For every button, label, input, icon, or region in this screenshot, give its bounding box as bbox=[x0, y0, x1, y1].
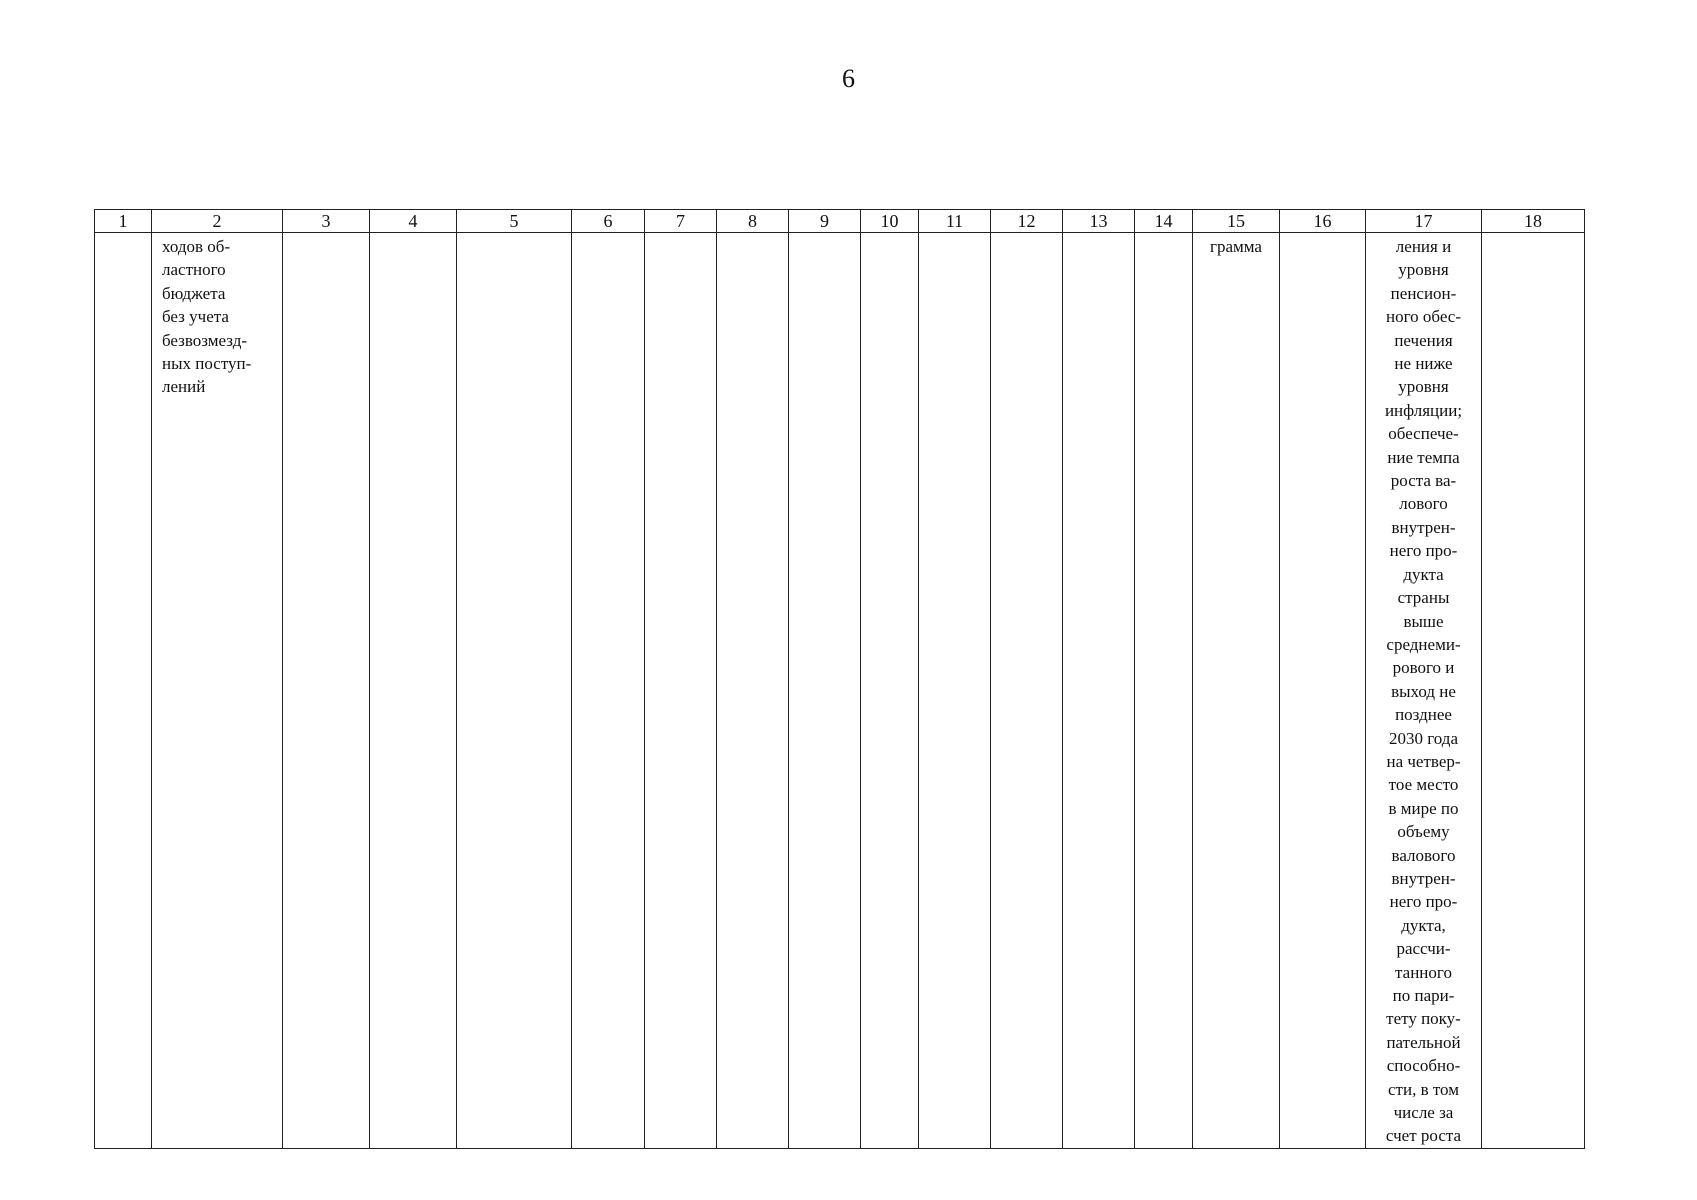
cell-line: роста ва- bbox=[1390, 471, 1457, 491]
cell-text-col-17 bbox=[1366, 233, 1481, 1148]
cell-col-10 bbox=[861, 233, 919, 1149]
cell-line: лений bbox=[162, 377, 206, 397]
cell-col-8 bbox=[717, 233, 789, 1149]
cell-line: тое место bbox=[1388, 775, 1459, 795]
cell-line: бюджета bbox=[162, 283, 226, 303]
cell-col-15 bbox=[1193, 233, 1280, 1149]
cell-line: него про- bbox=[1389, 892, 1458, 912]
cell-line: объему bbox=[1397, 822, 1450, 842]
column-number-4: 4 bbox=[370, 210, 457, 233]
column-number-8: 8 bbox=[717, 210, 789, 233]
cell-line: лового bbox=[1399, 494, 1448, 514]
cell-col-11 bbox=[919, 233, 991, 1149]
cell-col-4 bbox=[370, 233, 457, 1149]
cell-line: ных поступ- bbox=[162, 354, 252, 374]
cell-line: по пари- bbox=[1392, 986, 1455, 1005]
page-number: 6 bbox=[842, 64, 855, 93]
cell-col-16 bbox=[1280, 233, 1366, 1149]
cell-line: пенсион- bbox=[1390, 283, 1457, 303]
column-number-17: 17 bbox=[1366, 210, 1482, 233]
cell-col-7 bbox=[645, 233, 717, 1149]
cell-line: среднеми- bbox=[1386, 634, 1461, 654]
cell-line: ного обес- bbox=[1386, 307, 1461, 327]
cell-text-col-15 bbox=[1193, 233, 1279, 258]
cell-col-6 bbox=[572, 233, 645, 1149]
column-number-15: 15 bbox=[1193, 210, 1280, 233]
column-number-5: 5 bbox=[457, 210, 572, 233]
cell-line: ходов об- bbox=[162, 237, 231, 256]
cell-line: грамма bbox=[1210, 237, 1262, 256]
column-number-18: 18 bbox=[1482, 210, 1585, 233]
cell-col-12 bbox=[991, 233, 1063, 1149]
column-number-12: 12 bbox=[991, 210, 1063, 233]
cell-line: числе за bbox=[1393, 1103, 1454, 1123]
cell-line: дукта, bbox=[1401, 915, 1446, 935]
cell-line: не ниже bbox=[1394, 354, 1453, 374]
cell-col-18 bbox=[1482, 233, 1585, 1149]
cell-col-14 bbox=[1135, 233, 1193, 1149]
cell-line: счет роста bbox=[1385, 1126, 1462, 1146]
cell-line: на четвер- bbox=[1386, 751, 1461, 771]
cell-line: выше bbox=[1403, 611, 1444, 631]
cell-line: ние темпа bbox=[1387, 447, 1460, 467]
column-number-3: 3 bbox=[283, 210, 370, 233]
cell-col-3 bbox=[283, 233, 370, 1149]
cell-col-2 bbox=[152, 233, 283, 1149]
cell-line: него про- bbox=[1389, 541, 1458, 561]
column-number-1: 1 bbox=[95, 210, 152, 233]
cell-line: ления и bbox=[1395, 237, 1452, 256]
column-number-2: 2 bbox=[152, 210, 283, 233]
cell-line: уровня bbox=[1398, 260, 1449, 280]
column-number-11: 11 bbox=[919, 210, 991, 233]
cell-col-9 bbox=[789, 233, 861, 1149]
cell-line: танного bbox=[1395, 962, 1452, 982]
column-number-10: 10 bbox=[861, 210, 919, 233]
cell-line: дукта bbox=[1403, 564, 1444, 584]
column-number-row bbox=[95, 210, 1585, 233]
cell-line: валового bbox=[1391, 845, 1456, 865]
cell-line: безвозмезд- bbox=[162, 330, 248, 350]
cell-line: пательной bbox=[1386, 1032, 1461, 1052]
cell-line: уровня bbox=[1398, 377, 1449, 397]
column-number-9: 9 bbox=[789, 210, 861, 233]
cell-col-17 bbox=[1366, 233, 1482, 1149]
cell-col-13 bbox=[1063, 233, 1135, 1149]
cell-line: в мире по bbox=[1388, 798, 1459, 818]
column-number-13: 13 bbox=[1063, 210, 1135, 233]
cell-line: страны bbox=[1397, 588, 1450, 608]
column-number-7: 7 bbox=[645, 210, 717, 233]
cell-col-5 bbox=[457, 233, 572, 1149]
cell-line: инфляции; bbox=[1384, 400, 1463, 420]
column-number-6: 6 bbox=[572, 210, 645, 233]
cell-col-1 bbox=[95, 233, 152, 1149]
cell-line: рового и bbox=[1392, 658, 1455, 678]
column-number-14: 14 bbox=[1135, 210, 1193, 233]
cell-line: ластного bbox=[162, 260, 226, 280]
cell-line: тету поку- bbox=[1386, 1009, 1461, 1029]
cell-line: печения bbox=[1394, 330, 1453, 350]
cell-line: внутрен- bbox=[1391, 868, 1456, 888]
cell-line: без учета bbox=[162, 307, 229, 327]
cell-text-col-2 bbox=[152, 233, 282, 399]
cell-line: рассчи- bbox=[1396, 939, 1451, 959]
table-row bbox=[95, 233, 1585, 1149]
cell-line: выход не bbox=[1391, 681, 1456, 701]
cell-line: обеспече- bbox=[1388, 424, 1459, 444]
cell-line: способно- bbox=[1386, 1056, 1461, 1076]
cell-line: 2030 года bbox=[1388, 728, 1458, 748]
column-number-16: 16 bbox=[1280, 210, 1366, 233]
cell-line: внутрен- bbox=[1391, 517, 1456, 537]
cell-line: сти, в том bbox=[1388, 1079, 1459, 1099]
cell-line: позднее bbox=[1395, 705, 1452, 725]
document-table bbox=[94, 209, 1585, 1149]
